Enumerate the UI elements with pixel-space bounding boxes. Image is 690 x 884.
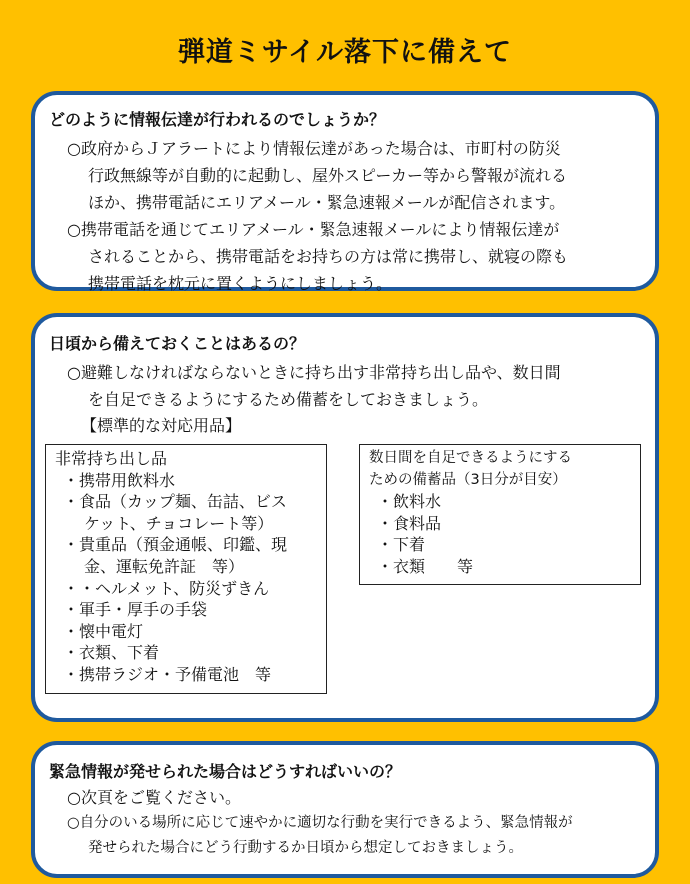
paragraph-line: 行政無線等が自動的に起動し、屋外スピーカー等から警報が流れる <box>88 166 568 185</box>
list-item: 金、運転免許証 等） <box>84 556 245 576</box>
list-item: ・貴重品（預金通帳、印鑑、現 <box>63 535 288 555</box>
paragraph-line: ほか、携帯電話にエリアメール・緊急速報メールが配信されます。 <box>88 193 566 212</box>
paragraph-line: を自足できるようにするため備蓄をしておきましょう。 <box>88 390 489 409</box>
paragraph-line: ○避難しなければならないときに持ち出す非常持ち出し品や、数日間 <box>67 363 561 382</box>
section-heading: どのように情報伝達が行われるのでしょうか？ <box>49 110 386 129</box>
paragraph-line: 発せられた場合にどう行動するか日頃から想定しておきましょう。 <box>88 840 523 856</box>
list-item: ・飲料水 <box>377 492 442 512</box>
info-transmission-card <box>31 91 659 291</box>
section-heading: 緊急情報が発せられた場合はどうすればいいの？ <box>49 762 402 781</box>
emergency-kit-box <box>45 444 327 694</box>
box-title: ための備蓄品（3日分が目安） <box>369 471 567 488</box>
list-item: ・食品（カップ麺、缶詰、ビス <box>63 492 287 512</box>
paragraph-line: ○政府からＪアラートにより情報伝達があった場合は、市町村の防災 <box>67 139 561 158</box>
list-item: ケット、チョコレート等） <box>84 513 274 533</box>
paragraph-mobile-phone <box>67 216 647 297</box>
paragraph-line: ○自分のいる場所に応じて速やかに適切な行動を実行できるよう、緊急情報が <box>67 815 573 831</box>
list-item: ・食料品 <box>377 513 442 533</box>
list-item: ・携帯ラジオ・予備電池 等 <box>63 664 272 684</box>
list-item: ・下着 <box>377 535 426 555</box>
box-title: 非常持ち出し品 <box>55 449 168 468</box>
list-item: ・懐中電灯 <box>63 621 144 641</box>
paragraph-line: 携帯電話を枕元に置くようにしましょう。 <box>88 274 393 293</box>
page-title: 弾道ミサイル落下に備えて <box>177 37 513 68</box>
paragraph-see-next-page <box>67 785 647 811</box>
list-item: ・・ヘルメット、防災ずきん <box>63 578 270 598</box>
daily-preparation-card <box>31 313 659 722</box>
section-heading: 日頃から備えておくことはあるの？ <box>49 334 306 353</box>
paragraph-line: ○携帯電話を通じてエリアメール・緊急速報メールにより情報伝達が <box>67 220 560 239</box>
box-title: 数日間を自足できるようにする <box>369 450 572 466</box>
list-item: ・衣類、下着 <box>63 643 160 663</box>
stockpile-box <box>359 444 641 585</box>
emergency-info-card <box>31 741 659 878</box>
paragraph-line: ○次頁をご覧ください。 <box>67 788 241 807</box>
paragraph-emergency-action <box>67 811 647 861</box>
list-item: ・衣類 等 <box>377 556 474 576</box>
paragraph-stockpile <box>67 359 647 413</box>
supplies-subheading: 【標準的な対応用品】 <box>81 416 242 435</box>
list-item: ・軍手・厚手の手袋 <box>63 600 208 620</box>
paragraph-j-alert <box>67 135 647 216</box>
paragraph-line: されることから、携帯電話をお持ちの方は常に携帯し、就寝の際も <box>88 247 569 266</box>
list-item: ・携帯用飲料水 <box>63 470 176 490</box>
